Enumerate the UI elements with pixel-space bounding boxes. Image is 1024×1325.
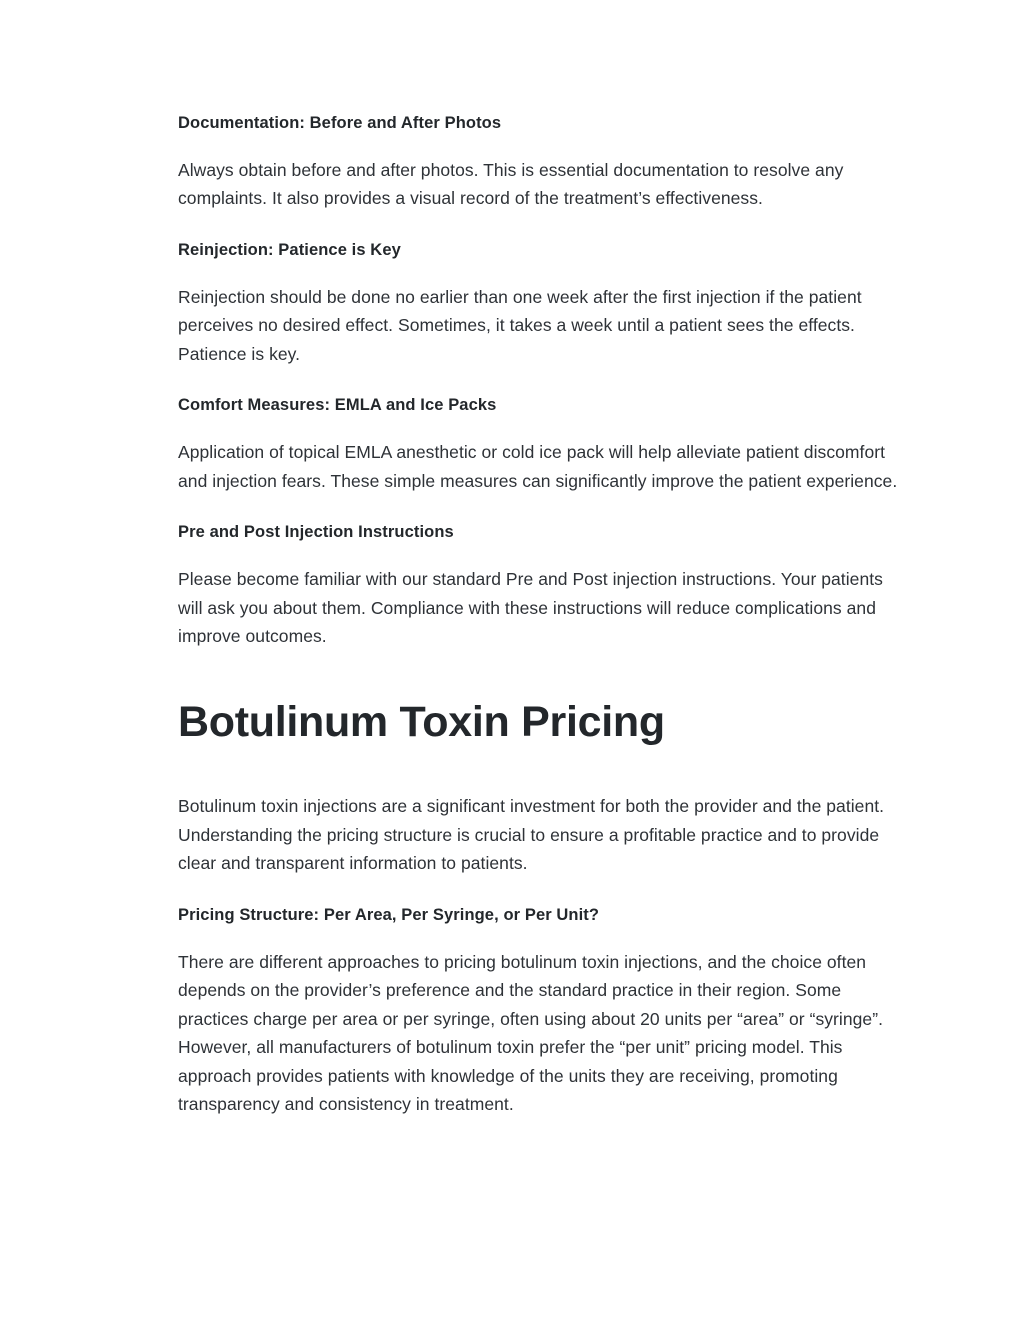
paragraph-documentation: Always obtain before and after photos. This is essential documentation to resolve any complaints. It also provides a visual record of the treatment’s effectiveness.	[178, 159, 844, 209]
title-botulinum-toxin-pricing: Botulinum Toxin Pricing	[178, 697, 665, 746]
paragraph-reinjection: Reinjection should be done no earlier than one week after the first injection if the patient perceives no desired effect. Sometimes, it takes a week until a patient sees the effects. Patience is key.	[178, 286, 862, 364]
paragraph-pricing-structure: There are different approaches to pricing botulinum toxin injections, and the choice often depends on the provider’s preference and the standard practice in their region. Some practices charge per area or per syringe, often using about 20 units per “area” or “syringe”. However, all manufacturers of botulinum toxin prefer the “per unit” pricing model. This approach provides patients with knowledge of the units they are receiving, promoting transparency and consistency in treatment.	[178, 951, 884, 1115]
paragraph-pricing-intro: Botulinum toxin injections are a significant investment for both the provider and the patient. Understanding the pricing structure is crucial to ensure a profitable practice and to provide clear and transparent information to patients.	[178, 796, 885, 874]
heading-comfort-measures: Comfort Measures: EMLA and Ice Packs	[178, 396, 497, 415]
paragraph-pre-post-instructions: Please become familiar with our standard Pre and Post injection instructions. Your patients will ask you about them. Compliance with these instructions will reduce complications and improve outcomes.	[178, 569, 883, 647]
paragraph-comfort-measures: Application of topical EMLA anesthetic or cold ice pack will help alleviate patient discomfort and injection fears. These simple measures can significantly improve the patient experience.	[178, 442, 898, 491]
heading-reinjection: Reinjection: Patience is Key	[178, 240, 401, 259]
heading-documentation: Documentation: Before and After Photos	[178, 114, 502, 132]
heading-pricing-structure: Pricing Structure: Per Area, Per Syringe, or Per Unit?	[178, 905, 600, 924]
document-body	[178, 112, 904, 1145]
heading-pre-post-instructions: Pre and Post Injection Instructions	[178, 523, 454, 542]
